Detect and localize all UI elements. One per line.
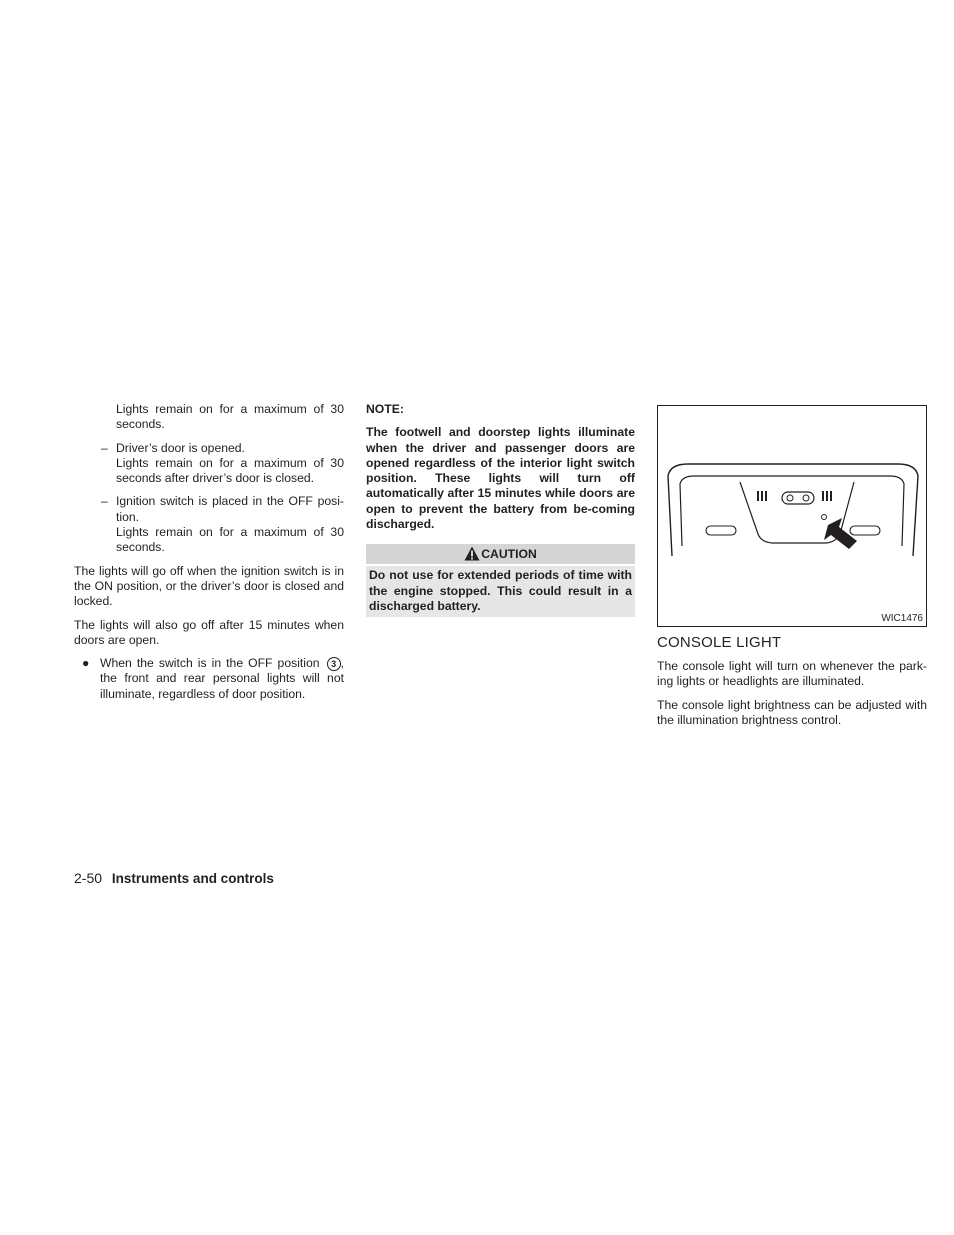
bullet-marker: ● <box>82 656 90 671</box>
right-column <box>657 405 927 728</box>
section-title: Instruments and controls <box>111 871 274 886</box>
dash-list-item <box>74 494 344 555</box>
paragraph: The lights will go off when the ignition switch is in the ON position, or the driver’s door is closed and locked. <box>74 563 344 609</box>
paragraph: The console light brightness can be adjusted with the illumination brightness control. <box>657 697 927 727</box>
caution-header <box>366 544 635 564</box>
paragraph: The lights will also go off after 15 minutes when doors are open. <box>74 617 344 647</box>
page-footer <box>74 871 274 886</box>
dash-list-item <box>74 441 344 487</box>
paragraph: Lights remain on for a maximum of 30 seconds. <box>116 402 344 432</box>
bullet-text: , the front and rear personal lights will not illuminate, regardless of door position. <box>100 656 344 701</box>
console-illustration <box>658 406 926 626</box>
list-item-subtext: Lights remain on for a maximum of 30 seconds. <box>116 525 344 555</box>
list-item-text: Ignition switch is placed in the OFF posi-tion. <box>116 494 344 524</box>
bullet-list-item <box>74 656 344 702</box>
note-text: The footwell and doorstep lights illuminate when the driver and passenger doors are opened regardless of the interior light switch position. These lights will turn off automatically after 15 minutes while doors are open to prevent the battery from be-coming discharged. <box>366 425 635 532</box>
warning-triangle-icon <box>464 546 480 567</box>
dash-marker: – <box>101 440 108 455</box>
paragraph: The console light will turn on whenever the park-ing lights or headlights are illuminated. <box>657 659 927 689</box>
dash-marker: – <box>101 494 108 509</box>
figure-code: WIC1476 <box>881 613 923 624</box>
left-column <box>74 402 344 702</box>
middle-column <box>366 402 635 617</box>
list-item-text: Driver’s door is opened. <box>116 440 245 455</box>
page-number: 2-50 <box>74 870 103 886</box>
circled-number: 3 <box>327 657 341 671</box>
section-heading: CONSOLE LIGHT <box>657 634 782 651</box>
bullet-text: When the switch is in the OFF position <box>100 656 320 671</box>
list-item-subtext: Lights remain on for a maximum of 30 seconds after driver’s door is closed. <box>116 455 344 486</box>
console-light-figure <box>657 405 927 627</box>
caution-text: Do not use for extended periods of time with the engine stopped. This could result in a discharged battery. <box>366 566 635 617</box>
caution-label: CAUTION <box>481 547 537 562</box>
note-label: NOTE: <box>366 402 404 416</box>
